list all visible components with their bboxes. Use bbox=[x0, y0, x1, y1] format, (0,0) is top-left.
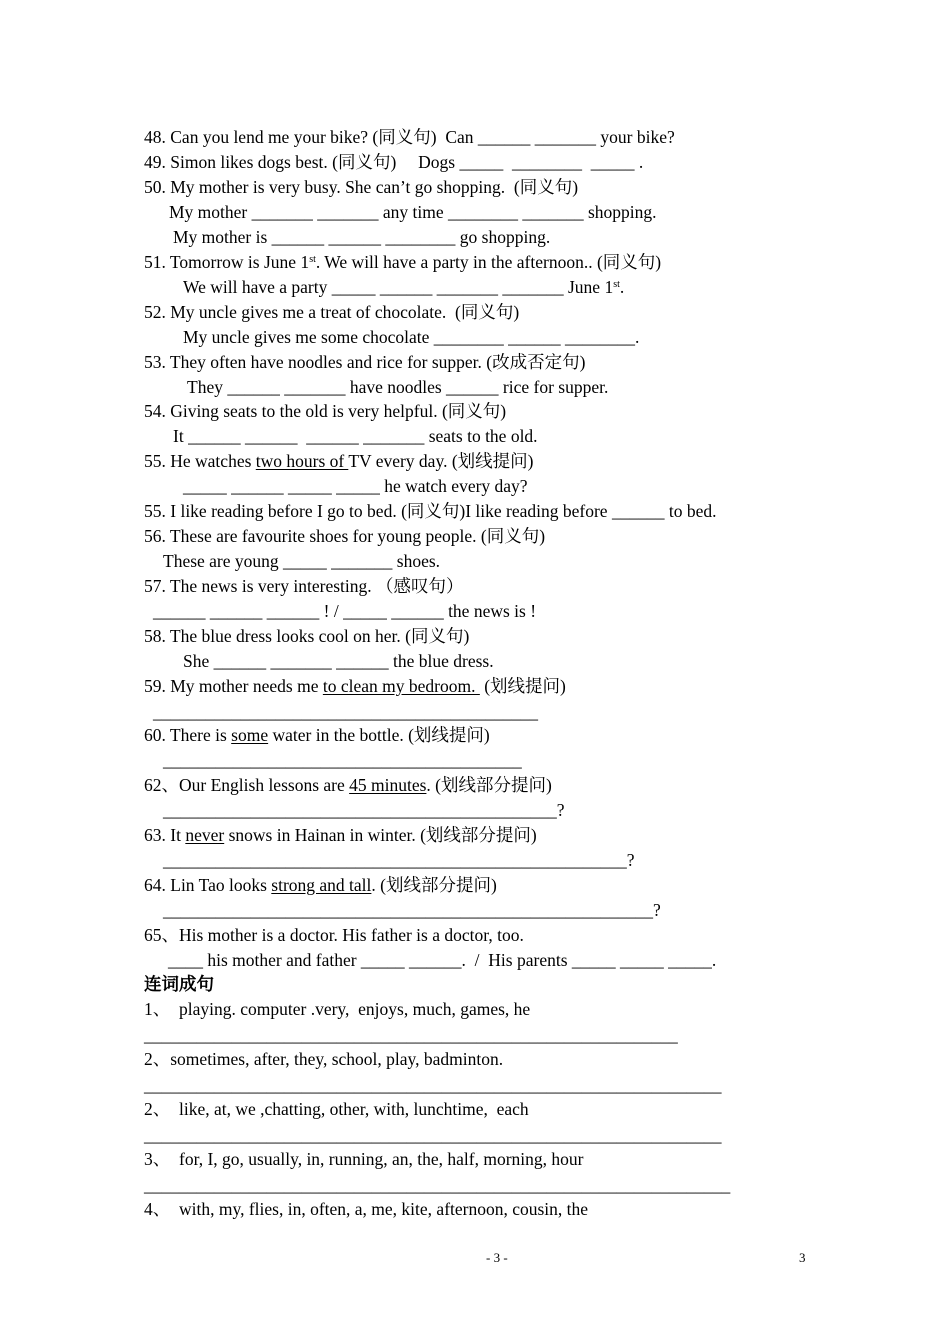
s4: 4、 with, my, flies, in, often, a, me, kite, afternoon, cousin, the bbox=[144, 1199, 589, 1219]
s2-answer-line: __________________________________________________________________ bbox=[144, 1075, 722, 1095]
q65-answer: ____ his mother and father _____ ______. / His parents _____ _____ _____. bbox=[168, 950, 717, 970]
q52: 52. My uncle gives me a treat of chocolate. (同义句) bbox=[144, 302, 520, 322]
s2b: 2、 like, at, we ,chatting, other, with, lunchtime, each bbox=[144, 1099, 529, 1119]
q63: 63. It never snows in Hainan in winter. (划线部分提问) bbox=[144, 825, 537, 845]
section-heading: 连词成句 bbox=[144, 974, 214, 994]
q57-answer: ______ ______ ______ ! / _____ ______ the news is ! bbox=[153, 601, 537, 621]
q50: 50. My mother is very busy. She can’t go shopping. (同义句) bbox=[144, 177, 579, 197]
q59-answer-line: ____________________________________________ bbox=[153, 702, 538, 722]
q58: 58. The blue dress looks cool on her. (同义句) bbox=[144, 626, 470, 646]
q56: 56. These are favourite shoes for young people. (同义句) bbox=[144, 526, 546, 546]
s1-answer-line: _____________________________________________________________ bbox=[144, 1025, 678, 1045]
q64-answer-line: ________________________________________________________? bbox=[163, 900, 661, 920]
q64: 64. Lin Tao looks strong and tall. (划线部分提问) bbox=[144, 875, 497, 895]
underlined-phrase: strong and tall bbox=[271, 875, 372, 895]
q51-answer: We will have a party _____ ______ _______ _______ June 1st. bbox=[183, 277, 625, 297]
s3: 3、 for, I, go, usually, in, running, an, the, half, morning, hour bbox=[144, 1149, 584, 1169]
underlined-phrase: some bbox=[231, 725, 269, 745]
q55: 55. He watches two hours of TV every day. (划线提问) bbox=[144, 451, 534, 471]
q50-answer-1: My mother _______ _______ any time ________ _______ shopping. bbox=[169, 202, 657, 222]
q60: 60. There is some water in the bottle. (划线提问) bbox=[144, 725, 490, 745]
s2: 2、sometimes, after, they, school, play, badminton. bbox=[144, 1049, 504, 1069]
q55-answer: _____ ______ _____ _____ he watch every day? bbox=[183, 476, 528, 496]
q62: 62、Our English lessons are 45 minutes. (划线部分提问) bbox=[144, 775, 552, 795]
q48: 48. Can you lend me your bike? (同义句) Can ______ _______ your bike? bbox=[144, 127, 675, 147]
s3-answer-line: ___________________________________________________________________ bbox=[144, 1175, 731, 1195]
q53: 53. They often have noodles and rice for supper. (改成否定句) bbox=[144, 352, 586, 372]
s2b-answer-line: __________________________________________________________________ bbox=[144, 1125, 722, 1145]
q52-answer: My uncle gives me some chocolate ________ ______ ________. bbox=[183, 327, 640, 347]
q53-answer: They ______ _______ have noodles ______ rice for supper. bbox=[187, 377, 609, 397]
q56-answer: These are young _____ _______ shoes. bbox=[163, 551, 441, 571]
q51: 51. Tomorrow is June 1st. We will have a party in the afternoon.. (同义句) bbox=[144, 252, 662, 272]
underlined-phrase: to clean my bedroom. bbox=[322, 676, 480, 696]
q59: 59. My mother needs me to clean my bedroom. (划线提问) bbox=[144, 676, 566, 696]
q60-answer-line: _________________________________________ bbox=[163, 750, 522, 770]
q50-answer-2: My mother is ______ ______ ________ go shopping. bbox=[173, 227, 551, 247]
underlined-phrase: two hours of bbox=[255, 451, 349, 471]
underlined-phrase: 45 minutes bbox=[349, 775, 427, 795]
q55b: 55. I like reading before I go to bed. (同义句)I like reading before ______ to bed. bbox=[144, 501, 717, 521]
page-number-right: 3 bbox=[799, 1250, 806, 1265]
q58-answer: She ______ _______ ______ the blue dress. bbox=[183, 651, 494, 671]
q63-answer-line: _____________________________________________________? bbox=[163, 850, 635, 870]
q62-answer-line: _____________________________________________? bbox=[163, 800, 565, 820]
page-number-center: - 3 - bbox=[486, 1250, 508, 1265]
q54: 54. Giving seats to the old is very helpful. (同义句) bbox=[144, 401, 507, 421]
q49: 49. Simon likes dogs best. (同义句) Dogs _____ ________ _____ . bbox=[144, 152, 644, 172]
q57: 57. The news is very interesting. （感叹句） bbox=[144, 576, 464, 596]
s1: 1、 playing. computer .very, enjoys, much, games, he bbox=[144, 999, 531, 1019]
underlined-phrase: never bbox=[185, 825, 225, 845]
q65: 65、His mother is a doctor. His father is a doctor, too. bbox=[144, 925, 524, 945]
q54-answer: It ______ ______ ______ _______ seats to the old. bbox=[173, 426, 538, 446]
